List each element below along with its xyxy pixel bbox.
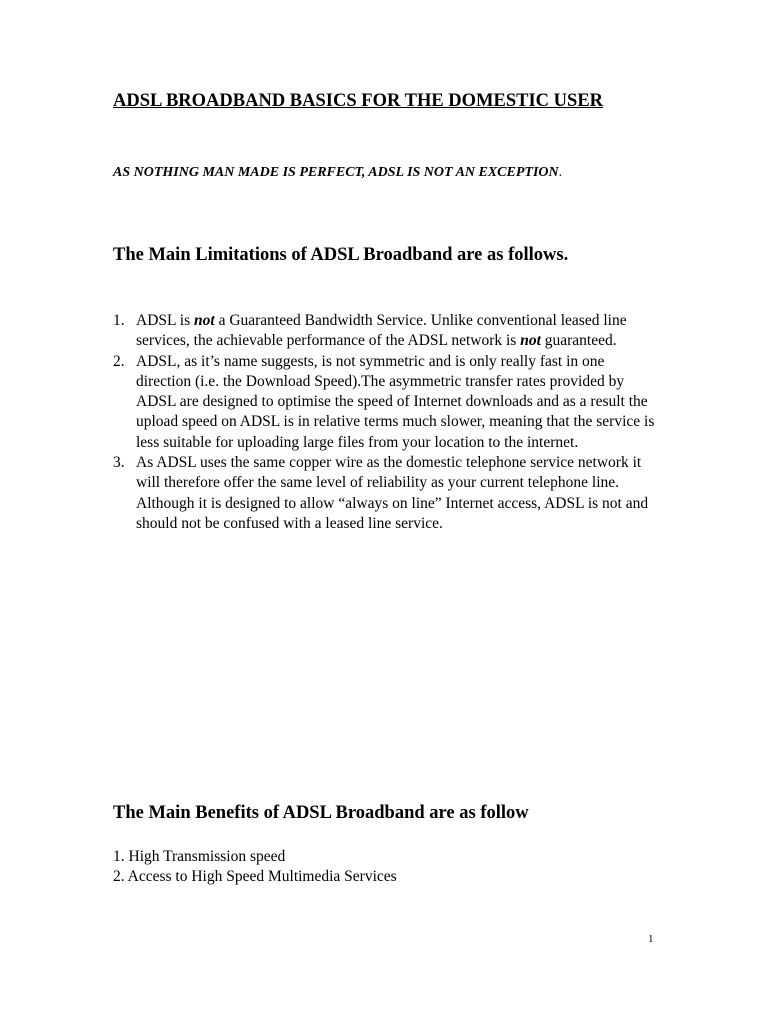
limitation-1-emphasis-a: not <box>194 312 215 329</box>
limitation-1-text-b: a Guaranteed Bandwidth Service. Unlike conventional leased line services, the achievable performance of the ADSL network is <box>136 312 627 350</box>
subtitle-text: AS NOTHING MAN MADE IS PERFECT, ADSL IS NOT AN EXCEPTION <box>113 165 559 180</box>
benefits-heading: The Main Benefits of ADSL Broadband are as follow <box>113 803 529 823</box>
page-number: 1 <box>648 933 654 945</box>
document-title: ADSL BROADBAND BASICS FOR THE DOMESTIC USER <box>113 91 604 111</box>
benefit-item-2: 2. Access to High Speed Multimedia Services <box>113 868 397 886</box>
limitation-item-3 <box>113 453 658 534</box>
limitation-3-text: As ADSL uses the same copper wire as the domestic telephone service network it will therefore offer the same level of reliability as your current telephone line. Although it is designed to allow “always on line” Internet access, ADSL is not and should not be confused with a leased line service. <box>136 454 649 532</box>
limitation-1-emphasis-b: not <box>520 332 541 350</box>
limitation-item-1 <box>113 311 658 352</box>
limitation-number-1: 1. <box>113 312 125 329</box>
limitation-number-2: 2. <box>113 352 125 370</box>
limitation-number-3: 3. <box>113 454 125 472</box>
limitation-2-text: ADSL, as it’s name suggests, is not symmetric and is only really fast in one direction (i.e. the Download Speed).The asymmetric transfer rates provided by ADSL are designed to optimise the speed of Internet downloads and as a result the upload speed on ADSL is in relative terms much slower, meaning that the service is less suitable for uploading large files from your location to the internet. <box>136 352 655 451</box>
benefits-list <box>113 847 397 888</box>
limitation-1-text-c: guaranteed. <box>540 332 617 350</box>
limitation-1-text-a: ADSL is <box>136 312 194 329</box>
limitations-list <box>113 311 658 534</box>
limitations-heading: The Main Limitations of ADSL Broadband are as follows. <box>113 245 569 265</box>
subtitle-period: . <box>558 165 563 180</box>
benefit-item-1: 1. High Transmission speed <box>113 848 286 865</box>
document-subtitle <box>113 165 562 181</box>
limitation-item-2 <box>113 352 658 453</box>
